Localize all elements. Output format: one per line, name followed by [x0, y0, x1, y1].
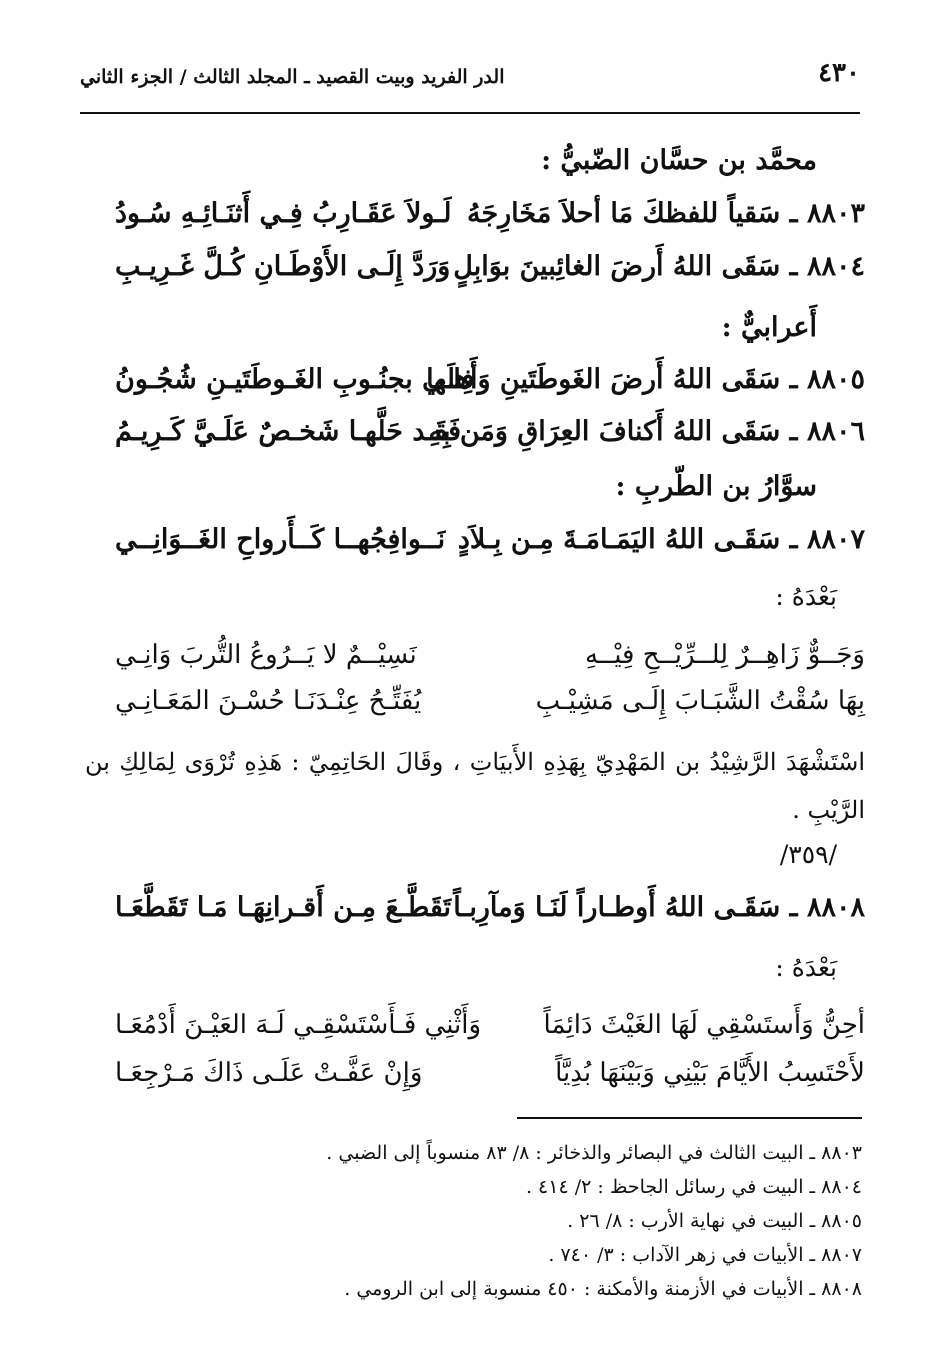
verse-first-text: سَقَى اللهُ أَرضَ الغَوطَتَينِ وَأَهلَها [426, 364, 781, 395]
verse-first-text: سَقَـى اللهُ اليَمَـامَـةَ مِـن بِـلاَدٍ [457, 524, 781, 555]
verse-first-text: سَقَـى اللهُ أَوطـاراً لَنَـا وَمآرِبـاً [453, 892, 781, 923]
unnumbered-verse [115, 1010, 865, 1058]
page-number: ٤٣٠ [818, 58, 860, 88]
verse-second-hemistich: يُفَتِّـحُ عِنْـدَنَـا حُسْـنَ المَعَـانِـي [115, 686, 422, 716]
folio-reference: /٣٥٩/ [779, 840, 837, 869]
verse-first-text: سَقَى اللهُ أَكنافَ العِرَاقِ وَمَن بِهِ [428, 416, 781, 447]
running-title: الدر الفريد وبيت القصيد ـ المجلد الثالث / الجزء الثاني [80, 66, 505, 88]
footnotes [82, 1136, 862, 1306]
verse-8806 [115, 416, 865, 464]
header-rule [80, 112, 860, 114]
verse-number: ٨٨٠٤ [806, 251, 865, 282]
unnumbered-verse [115, 640, 865, 688]
verse-number: ٨٨٠٥ [806, 364, 865, 395]
verse-8807 [115, 524, 865, 572]
verse-number: ٨٨٠٦ [806, 416, 865, 447]
verse-8803 [115, 198, 865, 246]
verse-first-hemistich: ٨٨٠٧ ـ سَقَـى اللهُ اليَمَـامَـةَ مِـن بِـلاَدٍ [457, 524, 865, 555]
unnumbered-verse [115, 686, 865, 734]
verse-first-hemistich: ٨٨٠٤ ـ سَقَى اللهُ أَرضَ الغائِبينَ بوَابِلٍ [453, 251, 865, 282]
verse-number: ٨٨٠٣ [806, 198, 865, 229]
verse-second-hemistich: وَرَدَّ إِلَـى الأَوْطَـانِ كُـلَّ غَـرِيـبِ [115, 251, 451, 282]
verse-first-hemistich: ٨٨٠٦ ـ سَقَى اللهُ أَكنافَ العِرَاقِ وَمَن بِهِ [428, 416, 865, 447]
page-header [80, 58, 860, 102]
verse-second-hemistich: نَــوافِجُهــا كَــأَرواحِ الغَــوَانِــي [115, 524, 446, 555]
footnote-item: ٨٨٠٤ ـ البيت في رسائل الجاحظ : ٢/ ٤١٤ . [525, 1176, 862, 1198]
footnote-item: ٨٨٠٥ ـ البيت في نهاية الأرب : ٨/ ٢٦ . [567, 1210, 862, 1232]
verse-first-text: سَقياً للفظكَ مَا أحلاَ مَخَارِجَهُ [466, 198, 781, 229]
poet-name: أَعرابيٌّ : [721, 312, 817, 343]
verse-second-hemistich: نَسِيْــمٌ لا يَــرُوعُ التُّربَ وَانِـي [115, 640, 417, 670]
verse-first-hemistich: ٨٨٠٨ ـ سَقَـى اللهُ أَوطـاراً لَنَـا وَمآرِبـاً [453, 892, 865, 923]
verse-number: ٨٨٠٨ [806, 892, 865, 923]
unnumbered-verse [115, 1058, 865, 1106]
verse-second-hemistich: لَـولاَ عَقَـارِبُ فِـي أَثنَـائِـهِ سُـودُ [115, 198, 452, 229]
verse-first-hemistich: وَجَــوٌّ زَاهِــرٌ لِلــرِّيْــحِ فِيْــهِ [585, 640, 865, 670]
verse-first-hemistich: ٨٨٠٣ ـ سَقياً للفظكَ مَا أحلاَ مَخَارِجَهُ [466, 198, 865, 229]
verse-second-hemistich: وَإِنْ عَفَّـتْ عَلَـى ذَاكَ مَـرْجِعَـا [115, 1058, 423, 1088]
verse-first-hemistich: أحِنُّ وَأَستَسْقِي لَهَا الغَيْثَ دَائِمَاً [543, 1010, 865, 1040]
after-note: بَعْدَهُ : [775, 582, 837, 611]
poet-name: محمَّد بن حسَّان الضّبيُّ : [541, 145, 817, 176]
footnote-item: ٨٨٠٨ ـ الأبيات في الأزمنة والأمكنة : ٤٥٠ منسوبة إلى ابن الرومي . [344, 1278, 862, 1300]
verse-first-hemistich: لأَحْتَسِبُ الأَيَّامَ بَيْنِي وَبَيْنَهَا بُدِيَّاً [555, 1058, 865, 1088]
verse-second-hemistich: تَقَطَّـعَ مِـن أَقـرانِهَـا مَـا تَقَطَّعَـا [115, 892, 452, 923]
footnote-item: ٨٨٠٣ ـ البيت الثالث في البصائر والذخائر : ٨/ ٨٣ منسوباً إلى الضبي . [326, 1142, 862, 1164]
verse-first-hemistich: ٨٨٠٥ ـ سَقَى اللهُ أَرضَ الغَوطَتَينِ وَأَهلَها [426, 364, 865, 395]
verse-8804 [115, 251, 865, 299]
verse-8805 [115, 364, 865, 412]
verse-second-hemistich: فَقَـد حَلَّهـا شَخـصٌ عَلَـيَّ كَـرِيـمُ [115, 416, 462, 447]
footnote-rule [517, 1117, 862, 1119]
footnote-item: ٨٨٠٧ ـ الأبيات في زهر الآداب : ٣/ ٧٤٠ . [548, 1244, 862, 1266]
verse-first-text: سَقَى اللهُ أَرضَ الغائِبينَ بوَابِلٍ [453, 251, 781, 282]
after-note: بَعْدَهُ : [775, 953, 837, 982]
verse-first-hemistich: بِهَا سُقْتُ الشَّبَـابَ إِلَـى مَشِيْـبِ [535, 686, 865, 716]
poet-name: سوَّارُ بن الطّربِ : [615, 471, 817, 502]
verse-second-hemistich: وَأَثْنِي فَـأَسْتَسْقِـي لَـهَ العَيْـنَ أَدْمُعَـا [115, 1010, 482, 1040]
verse-8808 [115, 892, 865, 940]
verse-second-hemistich: فِلـي بجنُـوبِ الغَـوطَتَيـنِ شُجُـونُ [115, 364, 475, 395]
commentary-paragraph: اسْتَشْهَدَ الرَّشِيْدُ بن المَهْدِيّ بِهَذِهِ الأَبيَاتِ ، وقَالَ الحَاتِمِيّ : هَذِهِ تُرْوَى لِمَالِكِ بن الرَّيْبِ . [85, 748, 865, 824]
verse-number: ٨٨٠٧ [806, 524, 865, 555]
